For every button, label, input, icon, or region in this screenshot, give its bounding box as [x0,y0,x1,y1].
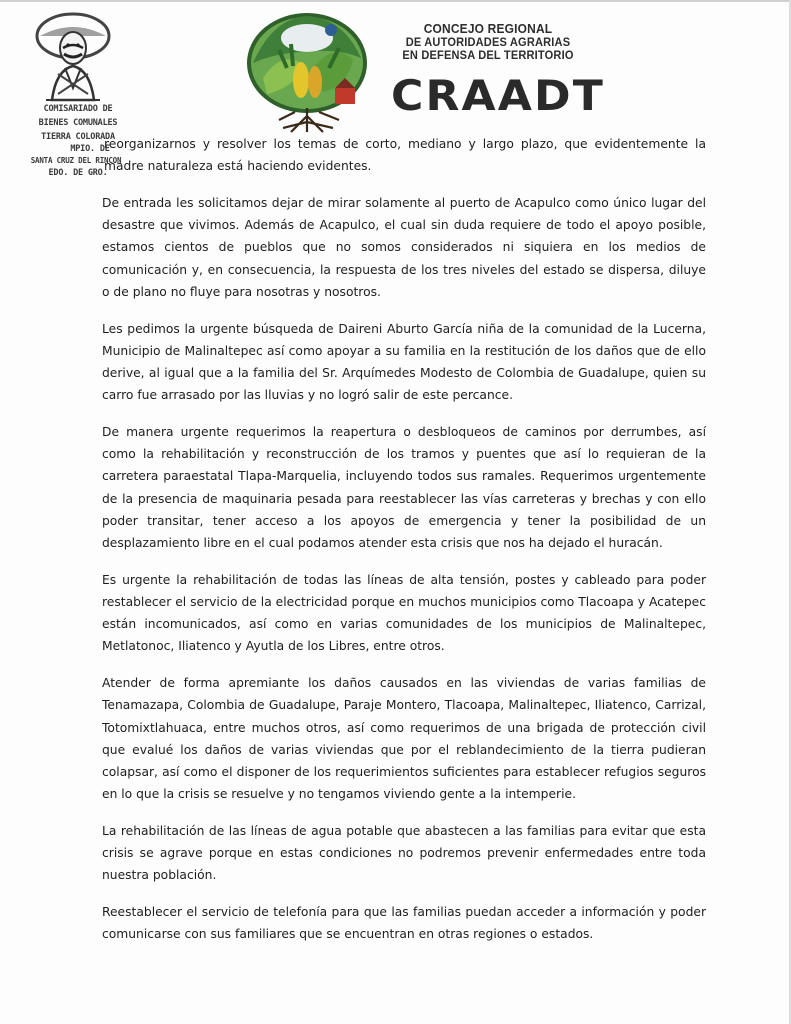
org-name-line-3: EN DEFENSA DEL TERRITORIO [402,48,574,62]
stamp-line-5: SANTA CRUZ DEL RINCON [30,156,122,165]
paragraph-6: Atender de forma apremiante los daños causados en las viviendas de varias familias de Tenamazapa, Colombia de Guadalupe, Paraje Montero, Tlacoapa, Malinaltepec, Iliatenco, Carrizal, Totomixtlahuaca, entre muchos otros, así como requerimos de una brigada de protección civil que evalué los daños de varias viviendas que por el reblandecimiento de la tierra pudieran colapsar, así como el disponer de los requerimientos suficientes para establecer refugios seguros en lo que la crisis se resuelve y no tengamos viviendo gente a la intemperie. [102,676,706,802]
stamp-line-1: COMISARIADO DE [43,104,113,114]
org-name-line-1: CONCEJO REGIONAL [423,21,553,36]
letter-body [102,133,706,960]
stamp-line-4: MPIO. DE [70,144,110,154]
org-acronym: CRAADT [391,71,605,120]
paragraph-7: La rehabilitación de las líneas de agua potable que abastecen a las familias para evitar que esta crisis se agrave porque en estas condiciones no podremos prevenir enfermedades entre toda nuestra población. [102,824,706,883]
organization-logo [243,8,605,136]
paragraph-3: Les pedimos la urgente búsqueda de Daireni Aburto García niña de la comunidad de la Lucerna, Municipio de Malinaltepec así como apoyar a su familia en la restitución de los daños que de ello derive, al igual que a la familia del Sr. Arquímedes Modesto de Colombia de Guadalupe, quien su carro fue arrasado por las lluvias y no logró salir de este percance. [102,321,706,403]
paragraph-5: Es urgente la rehabilitación de todas las líneas de alta tensión, postes y cableado para poder restablecer el servicio de la electricidad porque en muchos municipios como Tlacoapa y Acatepec están incomunicados, así como en varias comunidades de los municipios de Malinaltepec, Metlatonoc, Iliatenco y Ayutla de los Libres, entre otros. [102,572,706,654]
scan-edge-top [0,0,791,2]
portrait-stamp-icon [30,8,120,103]
stamp-line-2: BIENES COMUNALES [38,118,118,128]
paragraph-1: reorganizarnos y resolver los temas de corto, mediano y largo plazo, que evidentemente la madre naturaleza está haciendo evidentes. [104,137,706,174]
stamp-line-3: TIERRA COLORADA [41,132,115,142]
organization-name [388,22,588,63]
paragraph-4: De manera urgente requerimos la reapertura o desbloqueos de caminos por derrumbes, así como la rehabilitación y reconstrucción de los tramos y puentes que así lo requieran de la carretera paraestatal Tlapa-Marquelia, incluyendo todos sus ramales. Requerimos urgentemente de la presencia de maquinaria pesada para reestablecer las vías carreteras y brechas y con ello poder transitar, tener acceso a los apoyos de emergencia y tener la posibilidad de un desplazamiento libre en el cual podamos atender esta crisis que nos ha dejado el huracán. [102,425,706,551]
nature-emblem-icon [243,8,388,136]
paragraph-2: De entrada les solicitamos dejar de mirar solamente al puerto de Acapulco como único lugar del desastre que vivimos. Además de Acapulco, el cual sin duda requiere de todo el apoyo posible, estamos cientos de pueblos que no somos considerados ni siquiera en los medios de comunicación y, en consecuencia, la respuesta de los tres niveles del estado se dispersa, diluye o de plano no fluye para nosotras y nosotros. [102,196,706,299]
org-name-line-2: DE AUTORIDADES AGRARIAS [405,34,571,49]
paragraph-8: Reestablecer el servicio de telefonía para que las familias puedan acceder a información y poder comunicarse con sus familiares que se encuentran en otras regiones o estados. [102,905,706,942]
stamp-line-6: EDO. DE GRO. [48,168,108,178]
